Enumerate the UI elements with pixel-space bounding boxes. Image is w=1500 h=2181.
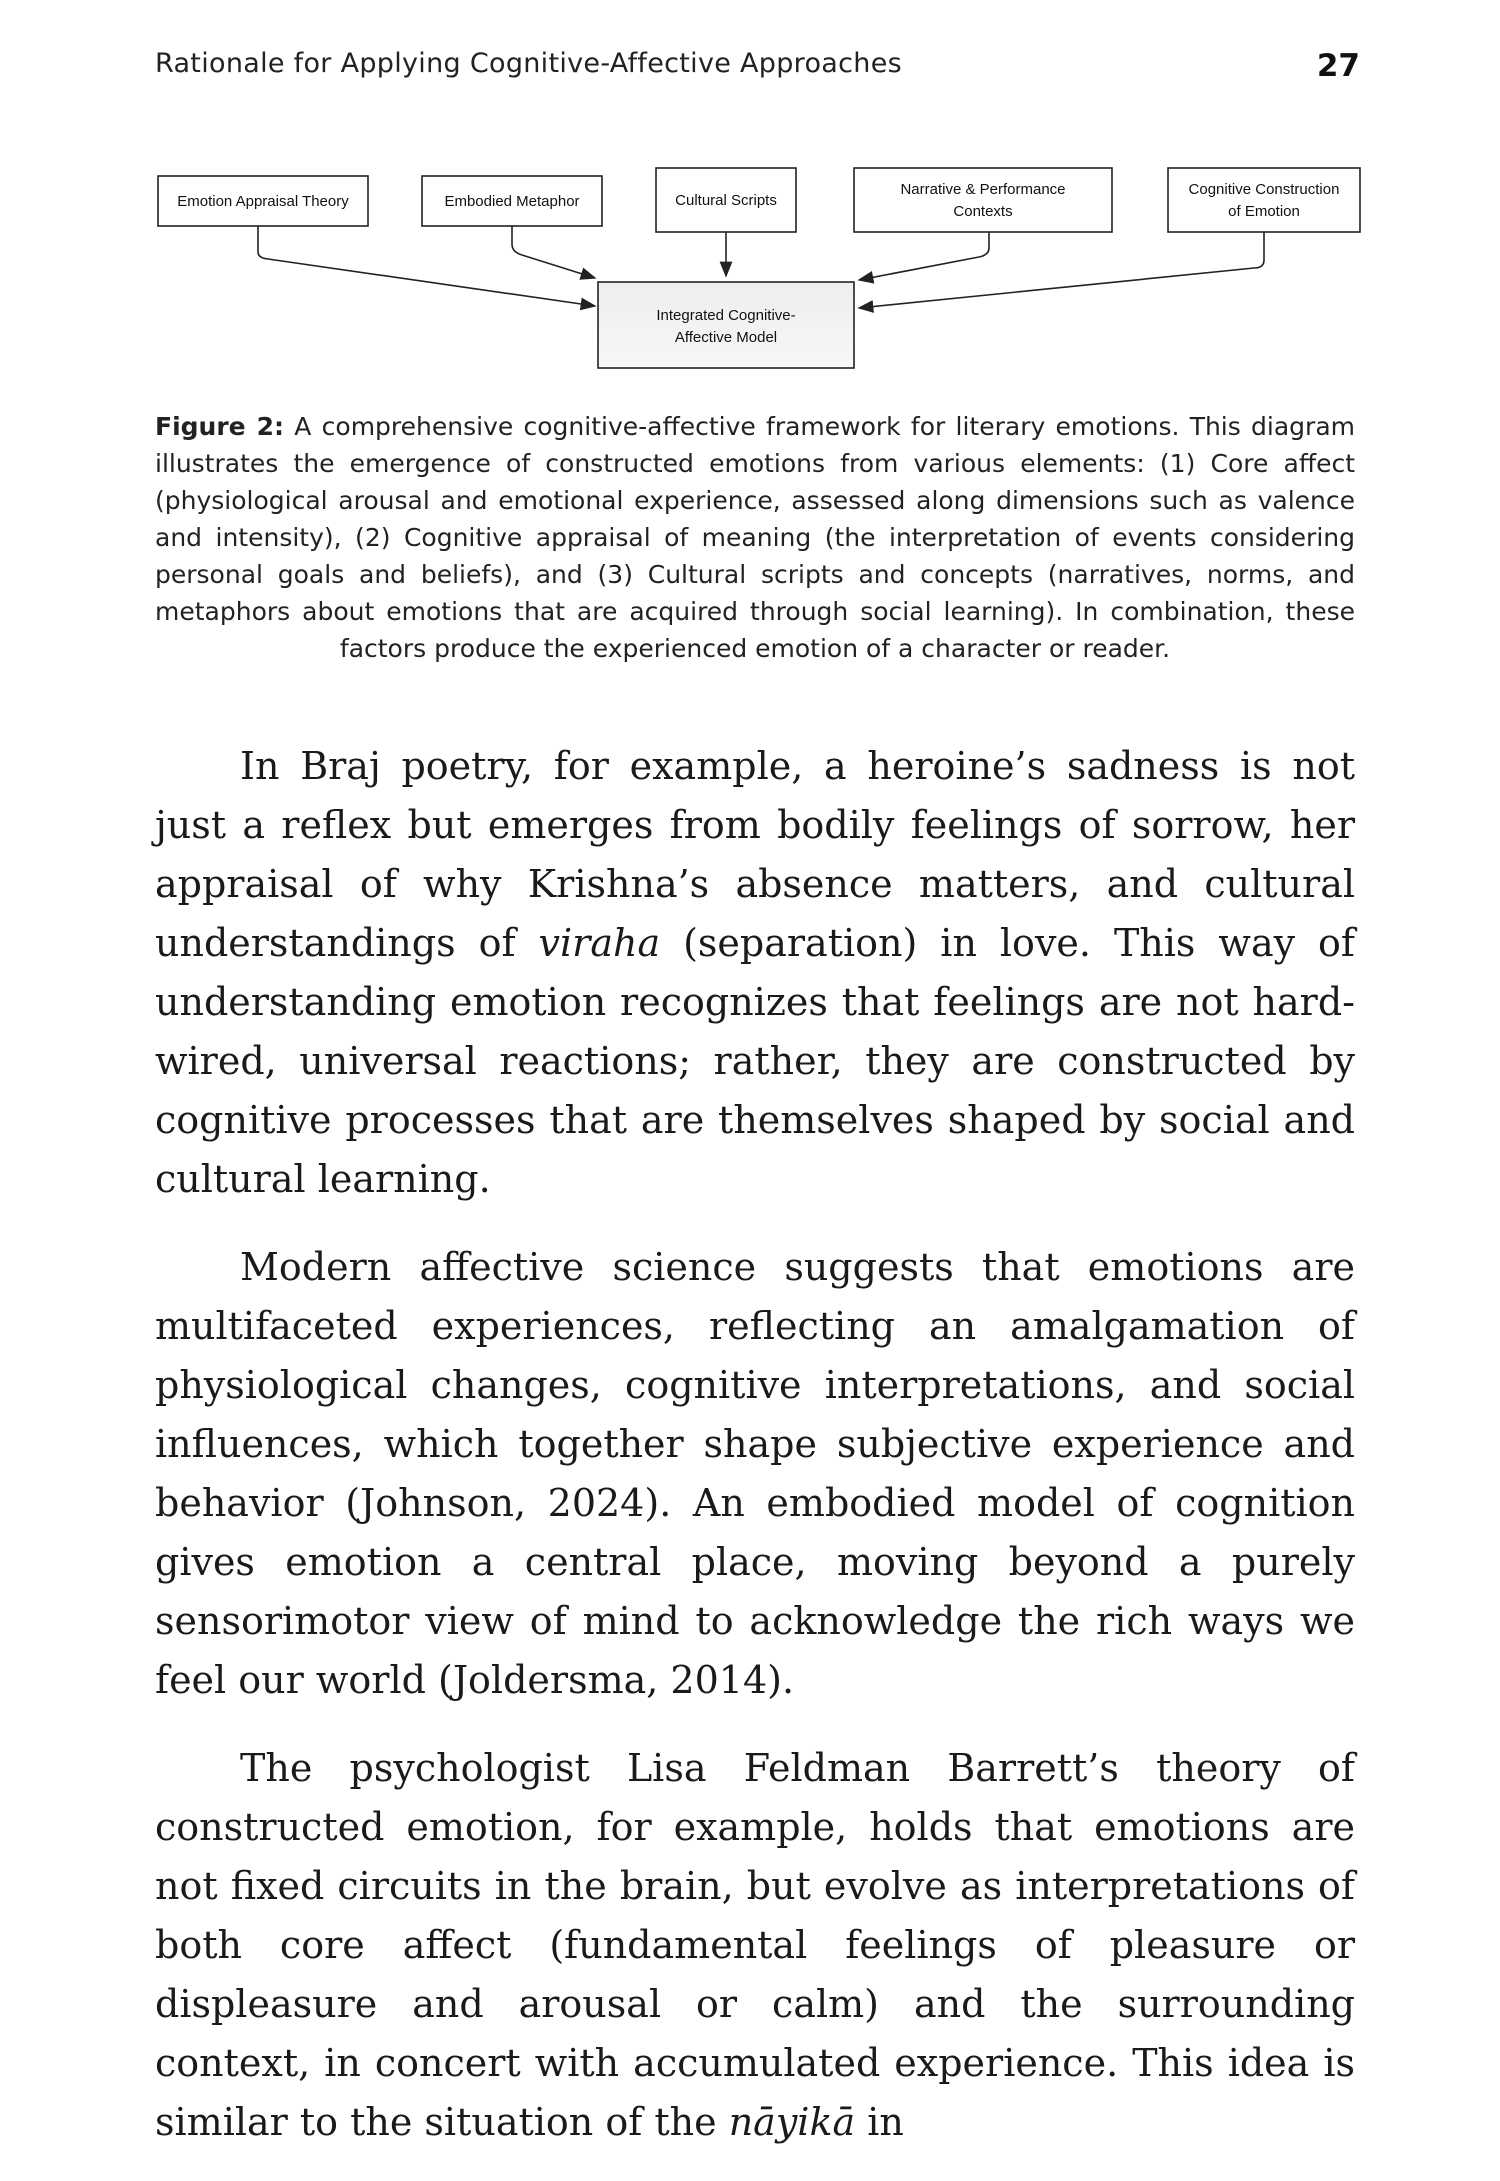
figure-caption [155, 408, 1355, 667]
paragraph-affective-science: Modern affective science suggests that emotions are multifaceted experiences, reflecting an amalgamation of physiological changes, cognitive interpretations, and social influences, which together shape subjective experience and behavior (Johnson, 2024). An embodied model of cognition gives emotion a central place, moving beyond a purely sensorimotor view of mind to acknowledge the rich ways we feel our world (Joldersma, 2014). [155, 1245, 1355, 1702]
svg-text:Cultural Scripts: Cultural Scripts [675, 192, 777, 209]
running-head: Rationale for Applying Cognitive-Affective Approaches [155, 48, 902, 79]
node-integrated-model [598, 282, 854, 368]
framework-diagram [150, 160, 1370, 380]
italic-term-viraha: viraha [538, 921, 661, 965]
svg-text:Contexts: Contexts [953, 203, 1013, 220]
node-cognitive-construction [1168, 168, 1360, 232]
connector-narrative-performance [859, 232, 989, 280]
paragraph-text: in [855, 2100, 904, 2144]
paragraph-text: In Braj poetry, for example, a heroine’s sadness is not just a reflex but emerges from bodily feelings of sorrow, her appraisal of why Krishna’s absence matters, and cultural understandings of [155, 744, 1355, 965]
paragraph-barrett-theory [155, 1739, 1355, 2152]
italic-term-nayika: nāyikā [728, 2100, 856, 2144]
svg-text:Narrative & Performance: Narrative & Performance [900, 181, 1066, 198]
connector-emotion-appraisal [258, 226, 595, 306]
body-text [155, 737, 1355, 2181]
figure-label: Figure 2: [155, 412, 285, 441]
svg-text:Embodied Metaphor: Embodied Metaphor [444, 193, 580, 210]
node-cultural-scripts [656, 168, 796, 232]
caption-text: A comprehensive cognitive-affective framework for literary emotions. This diagram illustrates the emergence of constructed emotions from various elements: (1) Core affect (physiological arousal and emotional experience, assessed along dimensions such as valence and intensity), (2) Cognitive appraisal of meaning (the interpretation of events considering personal goals and beliefs), and (3) Cultural scripts and concepts (narratives, norms, and metaphors about emotions that are acquired through social learning). In combination, these factors produce the experienced emotion of a character or reader. [155, 412, 1355, 663]
svg-text:of Emotion: of Emotion [1228, 203, 1300, 220]
connector-embodied-metaphor [512, 226, 595, 278]
node-embodied-metaphor [422, 176, 602, 226]
connector-cognitive-construction [859, 232, 1264, 308]
node-emotion-appraisal [158, 176, 368, 226]
page-number: 27 [1316, 48, 1360, 84]
paragraph-text: The psychologist Lisa Feldman Barrett’s theory of constructed emotion, for example, holds that emotions are not fixed circuits in the brain, but evolve as interpretations of both core affect (fundamental feelings of pleasure or displeasure and arousal or calm) and the surrounding context, in concert with accumulated experience. This idea is similar to the situation of the [155, 1746, 1355, 2144]
svg-text:Affective Model: Affective Model [674, 329, 778, 346]
paragraph-braj-poetry [155, 737, 1355, 1209]
svg-text:Integrated Cognitive-: Integrated Cognitive- [656, 307, 796, 324]
svg-text:Cognitive Construction: Cognitive Construction [1188, 181, 1340, 198]
node-narrative-performance [854, 168, 1112, 232]
paragraph-text: (separation) in love. This way of understanding emotion recognizes that feelings are not hard-wired, universal reactions; rather, they are constructed by cognitive processes that are themselves shaped by social and cultural learning. [155, 921, 1355, 1201]
svg-text:Emotion Appraisal Theory: Emotion Appraisal Theory [177, 193, 349, 210]
